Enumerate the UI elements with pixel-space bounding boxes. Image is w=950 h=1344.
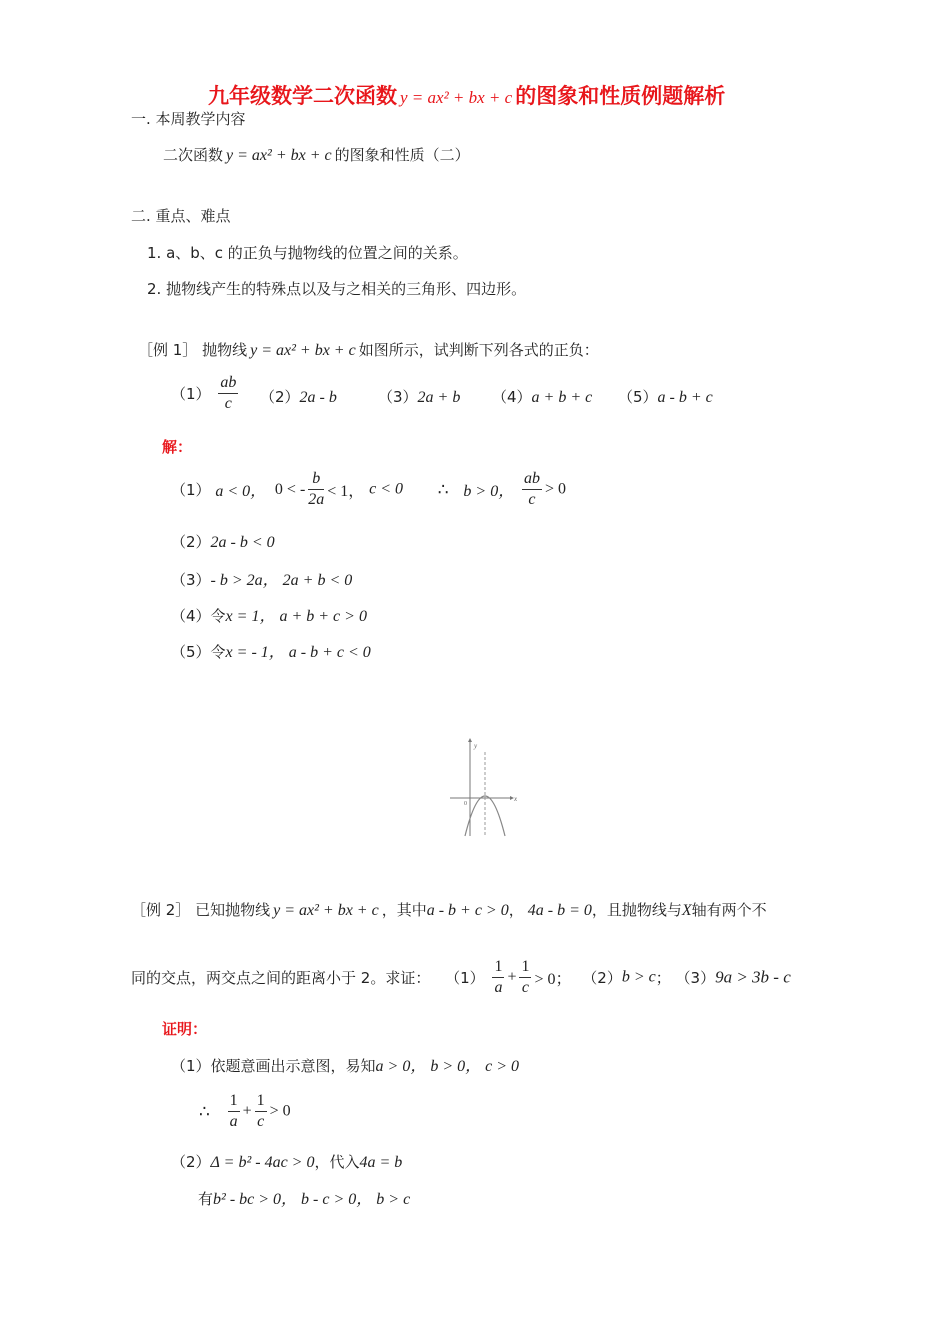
example1-formula: y = ax² + bx + c (250, 342, 356, 359)
fraction (519, 958, 531, 997)
fraction (522, 470, 542, 509)
example1-question-text: 如图所示，试判断下列各式的正负： (358, 341, 599, 359)
section2-item-1: 1. a、b、c 的正负与抛物线的位置之间的关系。 (147, 244, 468, 262)
fraction (492, 958, 504, 997)
option-num: （3） (378, 388, 418, 406)
example1-option-3 (378, 386, 460, 407)
answer-text: - b > 2a， 2a + b < 0 (210, 572, 353, 589)
answer-part: 0 < - (274, 480, 306, 498)
answer-1 (171, 470, 566, 509)
answer-text: 2a - b < 0 (210, 534, 275, 551)
answer-4 (171, 603, 367, 626)
example2-prefix: ［例 2］ 已知抛物线 (131, 901, 271, 919)
example1-option-1 (171, 374, 241, 413)
section1-formula: y = ax² + bx + c (226, 147, 332, 164)
parabola-graph (448, 738, 528, 838)
fraction-numerator: 1 (519, 958, 531, 978)
option-expr: 2a - b (299, 389, 337, 406)
answer-part: > 0 (544, 480, 567, 498)
therefore-symbol: ∴ (199, 1101, 210, 1122)
proof3-expr: b² - bc > 0， b - c > 0， b > c (213, 1191, 411, 1208)
example1-question (138, 339, 599, 360)
example2-formula: y = ax² + bx + c (273, 902, 379, 919)
answer-num: （1） (171, 481, 211, 499)
option-num: （5） (618, 388, 658, 406)
option-num: （1） (171, 385, 211, 403)
answer-part: b > 0， (463, 483, 515, 500)
fraction-denominator: a (229, 1113, 238, 1130)
title-suffix: 的图象和性质例题解析 (515, 84, 726, 108)
option-expr: a + b + c (531, 389, 593, 406)
example2-cond1: a - b + c > 0 (426, 902, 509, 919)
fraction-denominator: 2a (308, 491, 325, 508)
page-title (208, 80, 725, 110)
proof1-text: （1）依题意画出示意图，易知 (171, 1057, 376, 1075)
example2-mid: ，其中 (381, 901, 427, 919)
answer-num: （2） (171, 533, 211, 551)
therefore-symbol: ∴ (437, 479, 449, 500)
answer-num: （4）令 (171, 607, 226, 625)
p3-num: （3） (675, 969, 716, 987)
proof1-expr: a > 0， b > 0， c > 0 (375, 1058, 520, 1075)
proof-line-2 (171, 1151, 402, 1172)
proof-line-3 (198, 1186, 410, 1209)
section2-heading: 二. 重点、难点 (131, 207, 231, 225)
p3-expr: 9a > 3b - c (715, 967, 791, 987)
fraction-numerator: b (308, 470, 324, 490)
title-formula: y = ax² + bx + c (400, 88, 513, 107)
title-prefix: 九年级数学二次函数 (208, 84, 397, 108)
fraction (308, 470, 324, 509)
answer-num: （3） (171, 571, 211, 589)
example2-suffix: ，且抛物线与 (591, 901, 682, 919)
answer-part: c < 0 (369, 480, 403, 498)
example1-option-4 (492, 386, 592, 407)
p2-num: （2） (582, 969, 622, 987)
option-num: （2） (260, 388, 300, 406)
fraction-denominator: c (224, 395, 232, 412)
section1-content-prefix: 二次函数 (163, 146, 224, 164)
y-axis-arrow (468, 738, 472, 742)
fraction-denominator: a (494, 979, 503, 996)
fraction-numerator: 1 (255, 1092, 267, 1112)
example1-label: ［例 1］ 抛物线 (138, 341, 248, 359)
fraction-numerator: 1 (492, 958, 504, 978)
fraction (228, 1092, 240, 1131)
proof2-mid: ，代入 (314, 1153, 360, 1171)
fraction-denominator: c (257, 1113, 265, 1130)
example2-line-1: ［例 2］ 已知抛物线 y = ax² + bx + c ，其中a - b + c > 0， 4a - b = 0，且抛物线与X轴有两个不 (131, 901, 767, 919)
proof1b-expr: > 0 (269, 1102, 291, 1120)
answer-text: x = 1， a + b + c > 0 (225, 608, 367, 625)
section1-content (163, 144, 470, 165)
option-expr: 2a + b (417, 389, 461, 406)
p1-num: （1） (445, 969, 485, 987)
example1-option-5 (618, 386, 713, 407)
solution-label: 解： (162, 438, 193, 456)
fraction-numerator: ab (218, 374, 238, 394)
fraction-numerator: 1 (228, 1092, 240, 1112)
proof2-expr2: 4a = b (359, 1154, 403, 1171)
answer-3 (171, 567, 352, 590)
section1-heading: 一. 本周教学内容 (131, 110, 246, 128)
example1-option-2 (260, 386, 337, 407)
proof-line-1 (171, 1053, 519, 1076)
answer-2 (171, 531, 275, 552)
section1-content-suffix: 的图象和性质（二） (334, 146, 470, 164)
fraction-numerator: ab (522, 470, 542, 490)
answer-part: < 1， (327, 483, 365, 500)
answer-part: a < 0， (215, 483, 267, 500)
p2-expr: b > c (621, 968, 656, 986)
answer-5 (171, 639, 371, 662)
option-num: （4） (492, 388, 532, 406)
option-expr: a - b + c (657, 389, 713, 406)
answer-num: （5）令 (171, 643, 226, 661)
fraction (255, 1092, 267, 1131)
x-axis-label: x (514, 795, 518, 803)
origin-label: 0 (464, 801, 467, 807)
example2-line-2: 同的交点，两交点之间的距离小于 2。求证： （1） $\frac{1}{a}$ + $\frac{1}{c}$ > 0； （2）b > c； （3）9a > 3b - c (131, 958, 791, 996)
fraction-denominator: c (528, 491, 536, 508)
proof2-num: （2） (171, 1153, 211, 1171)
proof2-expr: Δ = b² - 4ac > 0 (210, 1154, 315, 1171)
example2-line2-prefix: 同的交点，两交点之间的距离小于 2。求证： (131, 969, 431, 987)
proof-line-1b: ∴ $\frac{1}{a}$ + $\frac{1}{c}$ > 0 (199, 1092, 291, 1130)
section2-item-2: 2. 抛物线产生的特殊点以及与之相关的三角形、四边形。 (147, 280, 527, 298)
example2-cond2: 4a - b = 0 (527, 902, 592, 919)
fraction (218, 374, 238, 413)
example2-end: 轴有两个不 (691, 901, 767, 919)
fraction-denominator: c (521, 979, 530, 996)
answer-text: x = - 1， a - b + c < 0 (225, 644, 371, 661)
proof3-prefix: 有 (198, 1190, 214, 1208)
example2-x-axis: X (681, 902, 692, 919)
y-axis-label: y (474, 742, 478, 750)
proof-label: 证明： (162, 1020, 208, 1038)
